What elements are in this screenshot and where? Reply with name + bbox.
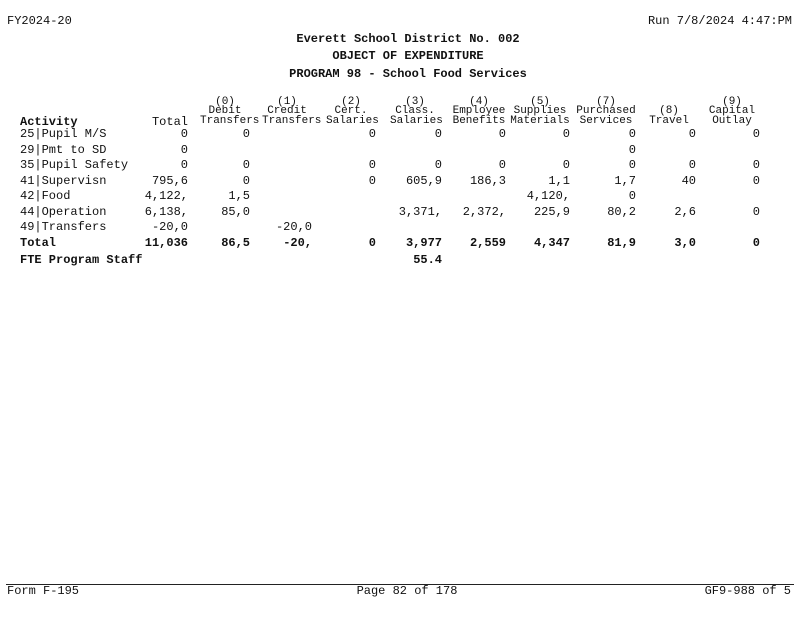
col-header-num-8: (8): [659, 105, 679, 117]
row-activity: 29|Pmt to SD: [20, 143, 107, 157]
table-cell: 0: [180, 143, 188, 157]
run-label: Run: [647, 14, 670, 28]
table-cell: 0: [180, 127, 188, 141]
col-header-credit-1: Credit: [267, 105, 307, 117]
table-cell: 2,6: [674, 205, 696, 219]
table-cell: 225,9: [533, 205, 570, 219]
footer-page: Page 82 of 178: [356, 584, 458, 598]
report-title: OBJECT OF EXPENDITURE: [332, 49, 484, 63]
total-cell: -20,: [283, 236, 312, 250]
table-cell: 0: [688, 127, 696, 141]
table-cell: 85,0: [221, 205, 250, 219]
total-cell: 3,977: [405, 236, 442, 250]
col-header-capital-2: Outlay: [712, 115, 752, 127]
fte-label: FTE Program Staff: [20, 253, 143, 267]
table-cell: 6,138,: [144, 205, 188, 219]
col-header-total: Total: [151, 115, 188, 129]
table-cell: 0: [562, 127, 570, 141]
table-cell: 4,120,: [526, 189, 570, 203]
total-cell: 2,559: [469, 236, 506, 250]
col-header-cert-1: Cert.: [334, 105, 368, 117]
col-header-num-0: (0): [215, 96, 235, 108]
run-datetime: 7/8/2024 4:47:PM: [676, 14, 792, 28]
table-cell: 0: [752, 127, 760, 141]
total-cell: 86,5: [221, 236, 250, 250]
fte-value: 55.4: [413, 253, 442, 267]
col-header-class-2: Salaries: [390, 115, 443, 127]
table-cell: 0: [628, 143, 636, 157]
table-cell: 2,372,: [462, 205, 506, 219]
run-info: [648, 15, 792, 27]
table-cell: 1,5: [228, 189, 250, 203]
row-activity: 44|Operation: [20, 205, 107, 219]
table-cell: 40: [681, 174, 696, 188]
row-activity: 41|Supervisn: [20, 174, 107, 188]
table-cell: 0: [752, 174, 760, 188]
table-cell: 0: [434, 127, 442, 141]
col-header-credit-2: Transfers: [262, 115, 322, 127]
table-cell: 0: [628, 158, 636, 172]
col-header-activity: Activity: [20, 115, 78, 129]
col-header-capital-1: Capital: [708, 105, 756, 117]
table-cell: 0: [242, 158, 250, 172]
col-header-employee-1: Employee: [452, 105, 506, 117]
table-cell: 3,371,: [398, 205, 442, 219]
table-cell: 0: [498, 158, 506, 172]
col-header-num-4: (4): [469, 96, 489, 108]
table-cell: -20,0: [275, 220, 312, 234]
table-cell: 0: [562, 158, 570, 172]
total-cell: 0: [368, 236, 376, 250]
col-header-debit-1: Debit: [208, 105, 242, 117]
col-header-cert-2: Salaries: [326, 115, 379, 127]
col-header-num-9: (9): [722, 96, 742, 108]
table-cell: 0: [368, 158, 376, 172]
row-activity: 49|Transfers: [20, 220, 107, 234]
col-header-supplies-1: Supplies: [513, 105, 567, 117]
footer-code: GF9-988 of 5: [704, 584, 791, 598]
table-cell: 0: [434, 158, 442, 172]
col-header-class-1: Class.: [395, 105, 435, 117]
total-cell: 3,0: [674, 236, 696, 250]
table-cell: 0: [180, 158, 188, 172]
table-cell: 4,122,: [144, 189, 188, 203]
col-header-employee-2: Benefits: [452, 115, 506, 127]
col-header-num-3: (3): [405, 96, 425, 108]
row-activity: 25|Pupil M/S: [20, 127, 107, 141]
total-cell: 81,9: [607, 236, 636, 250]
row-activity: 35|Pupil Safety: [20, 158, 129, 172]
table-cell: 0: [752, 205, 760, 219]
table-cell: 0: [242, 174, 250, 188]
table-cell: -20,0: [151, 220, 188, 234]
table-cell: 0: [752, 158, 760, 172]
col-header-purchased-1: Purchased: [576, 105, 636, 117]
fiscal-year: FY2024-20: [7, 14, 72, 28]
program-title: PROGRAM 98 - School Food Services: [289, 67, 527, 81]
table-cell: 0: [242, 127, 250, 141]
col-header-travel: Travel: [649, 115, 689, 127]
table-cell: 0: [688, 158, 696, 172]
table-cell: 186,3: [469, 174, 506, 188]
table-cell: 0: [498, 127, 506, 141]
total-cell: 4,347: [533, 236, 570, 250]
table-cell: 605,9: [405, 174, 442, 188]
table-cell: 0: [368, 127, 376, 141]
table-cell: 0: [628, 127, 636, 141]
col-header-num-1: (1): [277, 96, 297, 108]
row-activity: 42|Food: [20, 189, 71, 203]
table-cell: 795,6: [151, 174, 188, 188]
table-cell: 80,2: [607, 205, 636, 219]
table-cell: 1,1: [548, 174, 570, 188]
col-header-purchased-2: Services: [579, 115, 633, 127]
total-label: Total: [20, 236, 57, 250]
col-header-num-7: (7): [596, 96, 616, 108]
col-header-num-5: (5): [530, 96, 550, 108]
district-name: Everett School District No. 002: [296, 32, 520, 46]
table-cell: 0: [628, 189, 636, 203]
col-header-num-2: (2): [341, 96, 361, 108]
col-header-supplies-2: Materials: [510, 115, 570, 127]
col-header-debit-2: Transfers: [200, 115, 260, 127]
table-cell: 1,7: [614, 174, 636, 188]
table-cell: 0: [368, 174, 376, 188]
total-cell: 11,036: [144, 236, 188, 250]
total-cell: 0: [752, 236, 760, 250]
footer-form: Form F-195: [7, 584, 80, 598]
